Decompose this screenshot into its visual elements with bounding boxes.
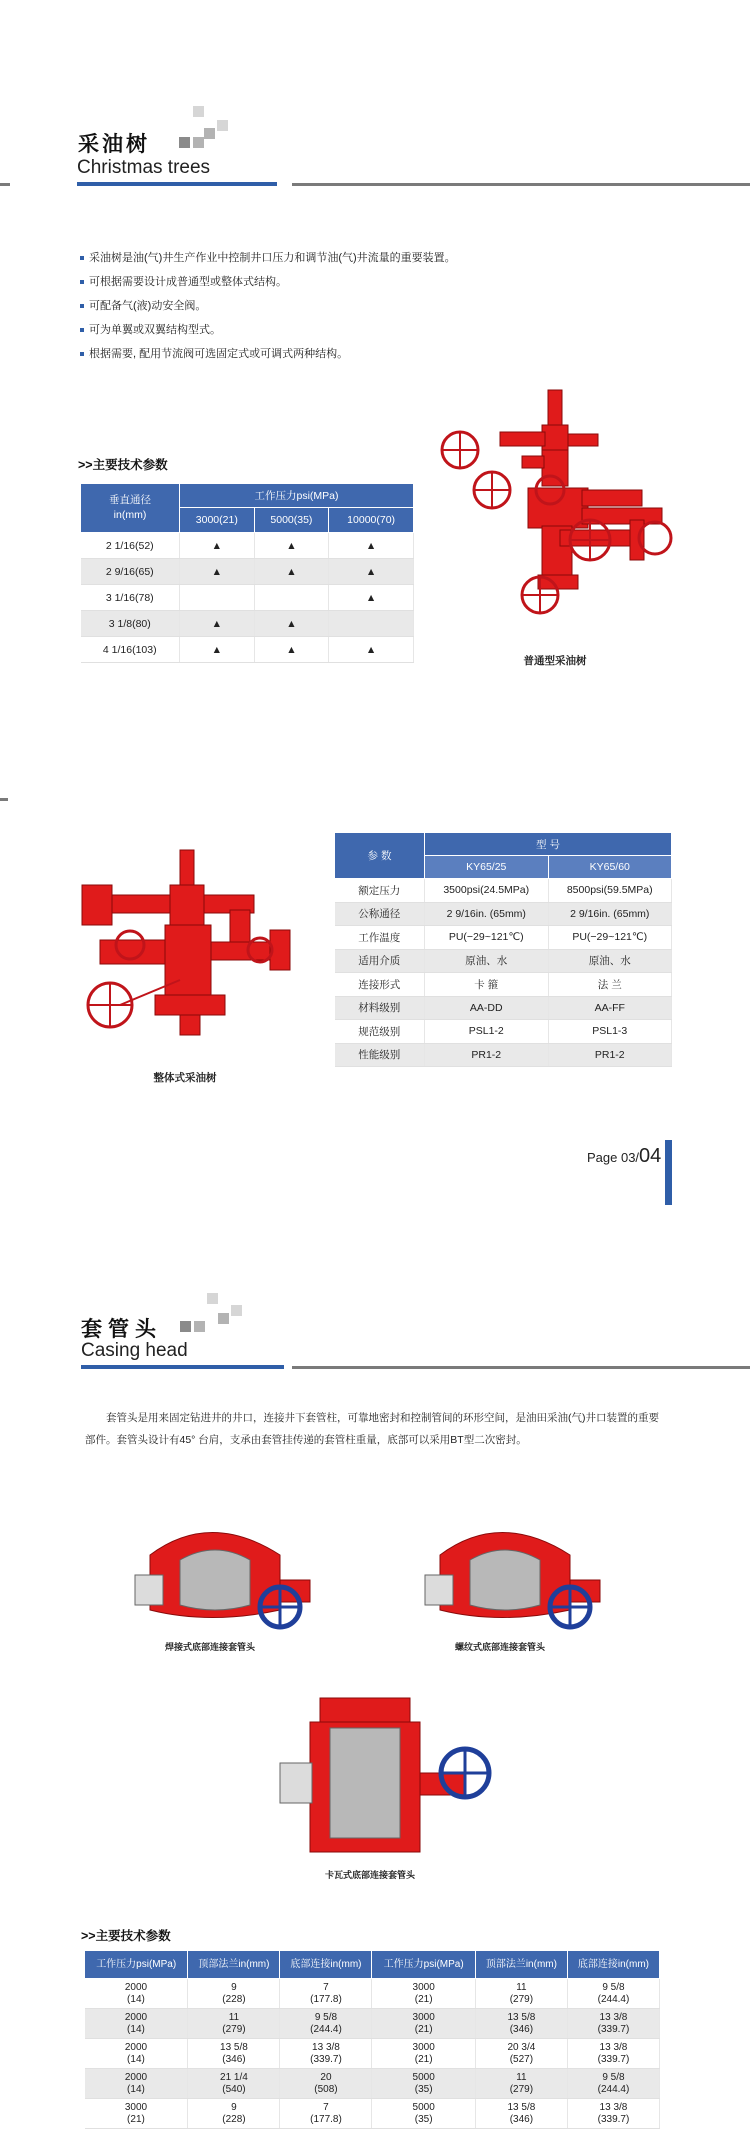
params-heading: >>主要技术参数 bbox=[78, 458, 168, 472]
table-cell: 卡 箍 bbox=[425, 973, 549, 997]
decor-square bbox=[193, 106, 204, 117]
table-cell: 2 1/16(52) bbox=[81, 533, 180, 559]
table-header: 型 号 bbox=[425, 833, 672, 856]
table-cell: 2000 (14) bbox=[85, 2039, 188, 2069]
regular-christmas-tree-image bbox=[430, 370, 690, 640]
table-header: KY65/25 bbox=[425, 856, 549, 879]
table-cell: 13 3/8 (339.7) bbox=[567, 2099, 659, 2129]
caption-threaded: 螺纹式底部连接套管头 bbox=[454, 1642, 545, 1652]
caption-slip: 卡瓦式底部连接套管头 bbox=[324, 1870, 415, 1880]
divider-line bbox=[0, 183, 10, 186]
table-row bbox=[81, 559, 414, 585]
table-header: 底部连接in(mm) bbox=[567, 1951, 659, 1979]
list-item: 可为单翼或双翼结构型式。 bbox=[80, 318, 456, 342]
table-cell: 9 5/8 (244.4) bbox=[280, 2009, 372, 2039]
welded-casing-head-image bbox=[130, 1515, 320, 1630]
table-row bbox=[81, 637, 414, 663]
table-cell: 2000 (14) bbox=[85, 1979, 188, 2009]
integral-christmas-tree-image bbox=[70, 830, 320, 1060]
table-row bbox=[85, 2009, 660, 2039]
table-cell: PSL1-2 bbox=[425, 1020, 549, 1044]
table-cell: ▲ bbox=[180, 611, 255, 637]
divider-line bbox=[0, 798, 8, 801]
table-row bbox=[335, 996, 672, 1020]
table-cell: 公称通径 bbox=[335, 902, 425, 926]
slip-casing-head-image bbox=[270, 1688, 500, 1863]
table-cell: ▲ bbox=[254, 611, 329, 637]
table-cell: ▲ bbox=[254, 637, 329, 663]
table-row bbox=[335, 879, 672, 903]
table-cell: 13 5/8 (346) bbox=[475, 2009, 567, 2039]
table-row bbox=[81, 533, 414, 559]
table-cell: 21 1/4 (540) bbox=[188, 2069, 280, 2099]
table-cell: PSL1-3 bbox=[548, 1020, 672, 1044]
page-bar bbox=[665, 1140, 672, 1205]
table-cell bbox=[254, 585, 329, 611]
table-row bbox=[335, 926, 672, 950]
table-header: 参 数 bbox=[335, 833, 425, 879]
table-cell: 法 兰 bbox=[548, 973, 672, 997]
table-cell: 4 1/16(103) bbox=[81, 637, 180, 663]
table-cell: 13 5/8 (346) bbox=[475, 2099, 567, 2129]
page-number bbox=[587, 1145, 661, 1168]
page-number-value: 04 bbox=[639, 1145, 662, 1167]
table-cell: 2 9/16in. (65mm) bbox=[425, 902, 549, 926]
table-cell: ▲ bbox=[180, 559, 255, 585]
table-row bbox=[335, 1020, 672, 1044]
decor-square bbox=[204, 128, 215, 139]
table-cell: 3500psi(24.5MPa) bbox=[425, 879, 549, 903]
table-cell: 13 5/8 (346) bbox=[188, 2039, 280, 2069]
table-cell: 9 (228) bbox=[188, 2099, 280, 2129]
list-item: 可配备气(液)动安全阀。 bbox=[80, 294, 456, 318]
section-title-en: Christmas trees bbox=[77, 157, 211, 178]
table-cell: AA-DD bbox=[425, 996, 549, 1020]
table-cell: 连接形式 bbox=[335, 973, 425, 997]
decor-square bbox=[179, 137, 190, 148]
table-cell: PR1-2 bbox=[425, 1043, 549, 1067]
decor-square bbox=[231, 1305, 242, 1316]
table-cell: 2000 (14) bbox=[85, 2009, 188, 2039]
pressure-table bbox=[80, 483, 414, 663]
table-row bbox=[335, 949, 672, 973]
table-cell: 9 5/8 (244.4) bbox=[567, 1979, 659, 2009]
table-cell: PU(−29~121℃) bbox=[425, 926, 549, 950]
table-cell: 工作温度 bbox=[335, 926, 425, 950]
table-cell: 适用介质 bbox=[335, 949, 425, 973]
table-header: 顶部法兰in(mm) bbox=[188, 1951, 280, 1979]
table-cell: ▲ bbox=[254, 533, 329, 559]
table-cell: ▲ bbox=[329, 585, 414, 611]
table-cell: 3 1/16(78) bbox=[81, 585, 180, 611]
section-title-cn: 套管头 bbox=[81, 1317, 162, 1341]
table-cell: 5000 (35) bbox=[372, 2099, 475, 2129]
table-row bbox=[335, 1043, 672, 1067]
casing-head-description: 套管头是用来固定钻进井的井口，连接井下套管柱，可靠地密封和控制管间的环形空间，是油田采油(气)井口装置的重要部件。套管头设计有45° 台肩，支承由套管挂传递的套管柱重量，底部可以采用BT型二次密封。 bbox=[85, 1412, 659, 1446]
table-header: 工作压力psi(MPa) bbox=[180, 484, 414, 508]
table-row bbox=[85, 2069, 660, 2099]
table-cell: 3000 (21) bbox=[372, 2009, 475, 2039]
table-cell: ▲ bbox=[329, 637, 414, 663]
table-row bbox=[85, 2099, 660, 2129]
table-cell: 9 (228) bbox=[188, 1979, 280, 2009]
table-cell: AA-FF bbox=[548, 996, 672, 1020]
table-cell: 13 3/8 (339.7) bbox=[567, 2039, 659, 2069]
table-cell: ▲ bbox=[180, 533, 255, 559]
table-row bbox=[85, 2039, 660, 2069]
table-header: 10000(70) bbox=[329, 508, 414, 533]
table-row bbox=[335, 973, 672, 997]
decor-square bbox=[193, 137, 204, 148]
caption-regular-tree: 普通型采油树 bbox=[523, 655, 587, 667]
table-cell: 5000 (35) bbox=[372, 2069, 475, 2099]
divider-line bbox=[292, 1366, 750, 1369]
list-item: 可根据需要设计成普通型或整体式结构。 bbox=[80, 270, 456, 294]
page-label: Page 03/ bbox=[587, 1150, 640, 1165]
table-cell: PR1-2 bbox=[548, 1043, 672, 1067]
caption-welded: 焊接式底部连接套管头 bbox=[164, 1642, 255, 1652]
section-title-cn: 采油树 bbox=[78, 132, 150, 156]
decor-square bbox=[180, 1321, 191, 1332]
decor-square bbox=[207, 1293, 218, 1304]
table-cell: 13 3/8 (339.7) bbox=[567, 2009, 659, 2039]
table-header: 5000(35) bbox=[254, 508, 329, 533]
table-cell: 3000 (21) bbox=[372, 1979, 475, 2009]
table-cell: 材料级别 bbox=[335, 996, 425, 1020]
table-cell: 3000 (21) bbox=[85, 2099, 188, 2129]
table-row bbox=[81, 585, 414, 611]
table-cell bbox=[180, 585, 255, 611]
table-header: 工作压力psi(MPa) bbox=[85, 1951, 188, 1979]
table-cell: 3000 (21) bbox=[372, 2039, 475, 2069]
decor-square bbox=[194, 1321, 205, 1332]
model-spec-table bbox=[334, 832, 672, 1067]
table-header: 底部连接in(mm) bbox=[280, 1951, 372, 1979]
table-cell: 8500psi(59.5MPa) bbox=[548, 879, 672, 903]
table-cell: 2 9/16in. (65mm) bbox=[548, 902, 672, 926]
table-cell: 7 (177.8) bbox=[280, 2099, 372, 2129]
table-header: KY65/60 bbox=[548, 856, 672, 879]
divider-line bbox=[292, 183, 750, 186]
table-header: 3000(21) bbox=[180, 508, 255, 533]
table-cell: PU(−29~121℃) bbox=[548, 926, 672, 950]
table-row bbox=[335, 902, 672, 926]
table-cell: 2 9/16(65) bbox=[81, 559, 180, 585]
params-heading: >>主要技术参数 bbox=[81, 1929, 171, 1943]
table-cell: 20 3/4 (527) bbox=[475, 2039, 567, 2069]
table-cell: ▲ bbox=[329, 559, 414, 585]
table-header: 顶部法兰in(mm) bbox=[475, 1951, 567, 1979]
decor-square bbox=[218, 1313, 229, 1324]
section-title-en: Casing head bbox=[81, 1340, 188, 1361]
table-cell: 性能级别 bbox=[335, 1043, 425, 1067]
table-cell: 7 (177.8) bbox=[280, 1979, 372, 2009]
table-row bbox=[81, 611, 414, 637]
divider-line-blue bbox=[77, 182, 277, 186]
table-cell: 原油、水 bbox=[425, 949, 549, 973]
casing-head-table bbox=[84, 1950, 660, 2129]
table-cell: ▲ bbox=[329, 533, 414, 559]
table-row bbox=[85, 1979, 660, 2009]
table-cell: ▲ bbox=[254, 559, 329, 585]
table-cell: 9 5/8 (244.4) bbox=[567, 2069, 659, 2099]
table-cell: 额定压力 bbox=[335, 879, 425, 903]
table-cell bbox=[329, 611, 414, 637]
list-item: 采油树是油(气)井生产作业中控制井口压力和调节油(气)井流量的重要装置。 bbox=[80, 246, 456, 270]
table-cell: 规范级别 bbox=[335, 1020, 425, 1044]
threaded-casing-head-image bbox=[420, 1515, 610, 1630]
table-cell: 原油、水 bbox=[548, 949, 672, 973]
table-cell: 2000 (14) bbox=[85, 2069, 188, 2099]
divider-line-blue bbox=[81, 1365, 284, 1369]
decor-square bbox=[217, 120, 228, 131]
table-cell: ▲ bbox=[180, 637, 255, 663]
table-cell: 11 (279) bbox=[475, 2069, 567, 2099]
feature-list bbox=[80, 246, 456, 366]
list-item: 根据需要, 配用节流阀可选固定式或可调式两种结构。 bbox=[80, 342, 456, 366]
table-cell: 11 (279) bbox=[475, 1979, 567, 2009]
table-header: 垂直通径 in(mm) bbox=[81, 484, 180, 533]
table-cell: 3 1/8(80) bbox=[81, 611, 180, 637]
caption-integral-tree: 整体式采油树 bbox=[153, 1072, 217, 1084]
table-cell: 11 (279) bbox=[188, 2009, 280, 2039]
table-cell: 13 3/8 (339.7) bbox=[280, 2039, 372, 2069]
table-cell: 20 (508) bbox=[280, 2069, 372, 2099]
table-header: 工作压力psi(MPa) bbox=[372, 1951, 475, 1979]
